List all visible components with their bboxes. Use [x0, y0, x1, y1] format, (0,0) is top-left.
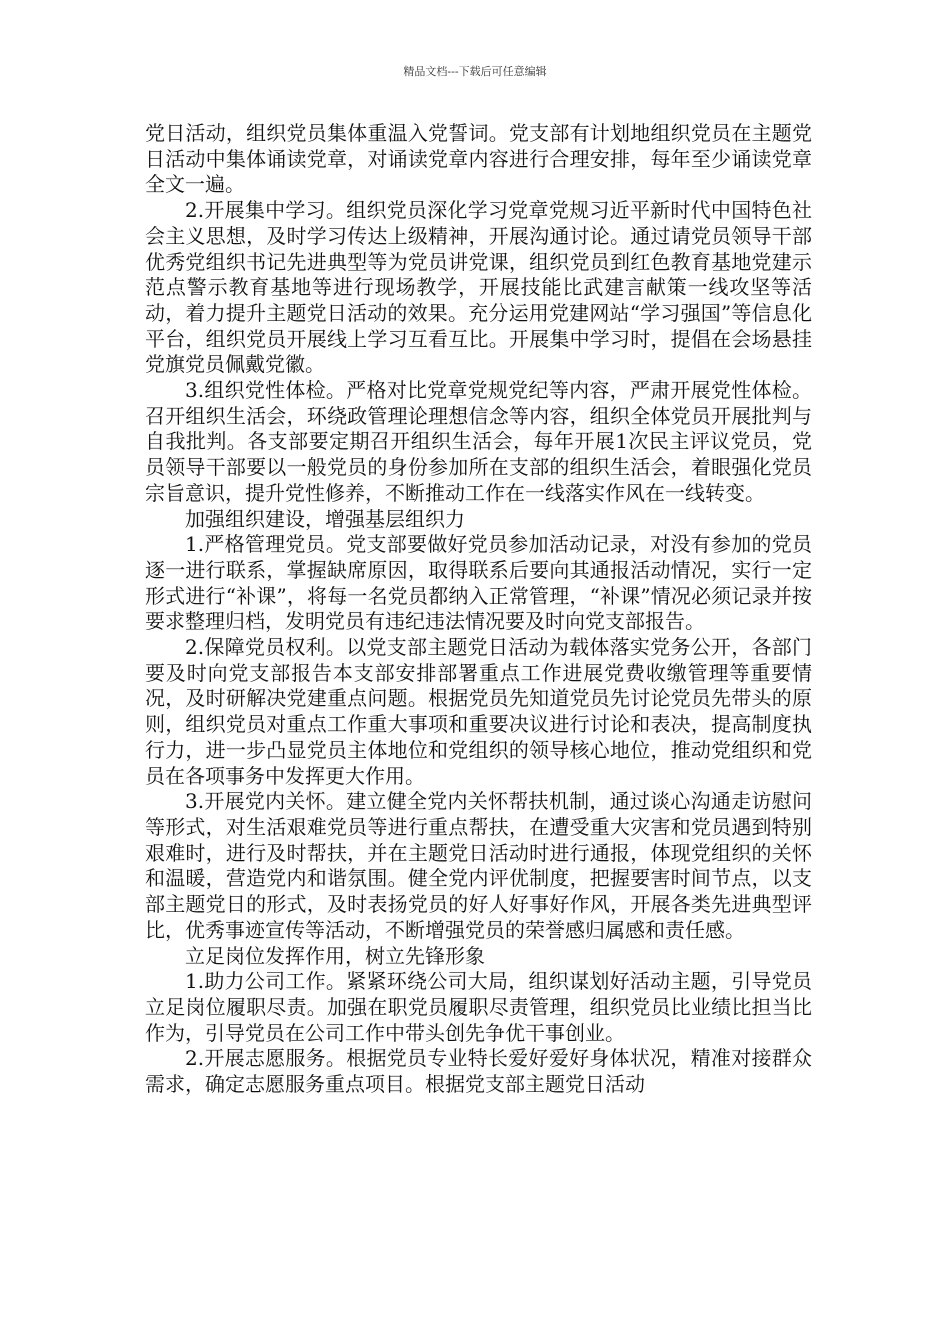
- paragraph-8: 2.开展志愿服务。根据党员专业特长爱好爱好身体状况，精准对接群众需求，确定志愿服务重点项目。根据党支部主题党日活动: [145, 1046, 812, 1097]
- paragraph-5: 2.保障党员权利。以党支部主题党日活动为载体落实党务公开，各部门要及时向党支部报告本支部安排部署重点工作进展党费收缴管理等重要情况，及时研解决党建重点问题。根据党员先知道党员先讨论党员先带头的原则，组织党员对重点工作重大事项和重要决议进行讨论和表决，提高制度执行力，进一步凸显党员主体地位和党组织的领导核心地位，推动党组织和党员在各项事务中发挥更大作用。: [145, 635, 812, 788]
- paragraph-7: 1.助力公司工作。紧紧环绕公司大局，组织谋划好活动主题，引导党员立足岗位履职尽责。加强在职党员履职尽责管理，组织党员比业绩比担当比作为，引导党员在公司工作中带头创先争优干事创业。: [145, 969, 812, 1045]
- page-header: 精品文档---下载后可任意编辑: [403, 65, 547, 78]
- paragraph-6: 3.开展党内关怀。建立健全党内关怀帮扶机制，通过谈心沟通走访慰问等形式，对生活艰难党员等进行重点帮扶，在遭受重大灾害和党员遇到特别艰难时，进行及时帮扶，并在主题党日活动时进行通报，体现党组织的关怀和温暖，营造党内和谐氛围。健全党内评优制度，把握要害时间节点，以支部主题党日的形式，及时表扬党员的好人好事好作风，开展各类先进典型评比，优秀事迹宣传等活动，不断增强党员的荣誉感归属感和责任感。: [145, 789, 812, 942]
- paragraph-1: 党日活动，组织党员集体重温入党誓词。党支部有计划地组织党员在主题党日活动中集体诵读党章，对诵读党章内容进行合理安排，每年至少诵读党章全文一遍。: [145, 121, 812, 197]
- paragraph-4: 1.严格管理党员。党支部要做好党员参加活动记录，对没有参加的党员逐一进行联系，掌握缺席原因，取得联系后要向其通报活动情况，实行一定形式进行“补课”，将每一名党员都纳入正常管理，“补课”情况必须记录并按要求整理归档，发明党员有违纪违法情况要及时向党支部报告。: [145, 532, 812, 634]
- section-heading-organization: 加强组织建设，增强基层组织力: [185, 506, 465, 531]
- section-heading-vanguard: 立足岗位发挥作用，树立先锋形象: [185, 943, 485, 968]
- document-body: [145, 121, 812, 1098]
- paragraph-2: 2.开展集中学习。组织党员深化学习党章党规习近平新时代中国特色社会主义思想，及时学习传达上级精神，开展沟通讨论。通过请党员领导干部优秀党组织书记先进典型等为党员讲党课，组织党员到红色教育基地党建示范点警示教育基地等进行现场教学，开展技能比武建言献策一线攻坚等活动，着力提升主题党日活动的效果。充分运用党建网站“学习强国”等信息化平台，组织党员开展线上学习互看互比。开展集中学习时，提倡在会场悬挂党旗党员佩戴党徽。: [145, 198, 812, 377]
- paragraph-3: 3.组织党性体检。严格对比党章党规党纪等内容，严肃开展党性体检。召开组织生活会，环绕政管理论理想信念等内容，组织全体党员开展批判与自我批判。各支部要定期召开组织生活会，每年开展1次民主评议党员，党员领导干部要以一般党员的身份参加所在支部的组织生活会，着眼强化党员宗旨意识，提升党性修养，不断推动工作在一线落实作风在一线转变。: [145, 378, 812, 505]
